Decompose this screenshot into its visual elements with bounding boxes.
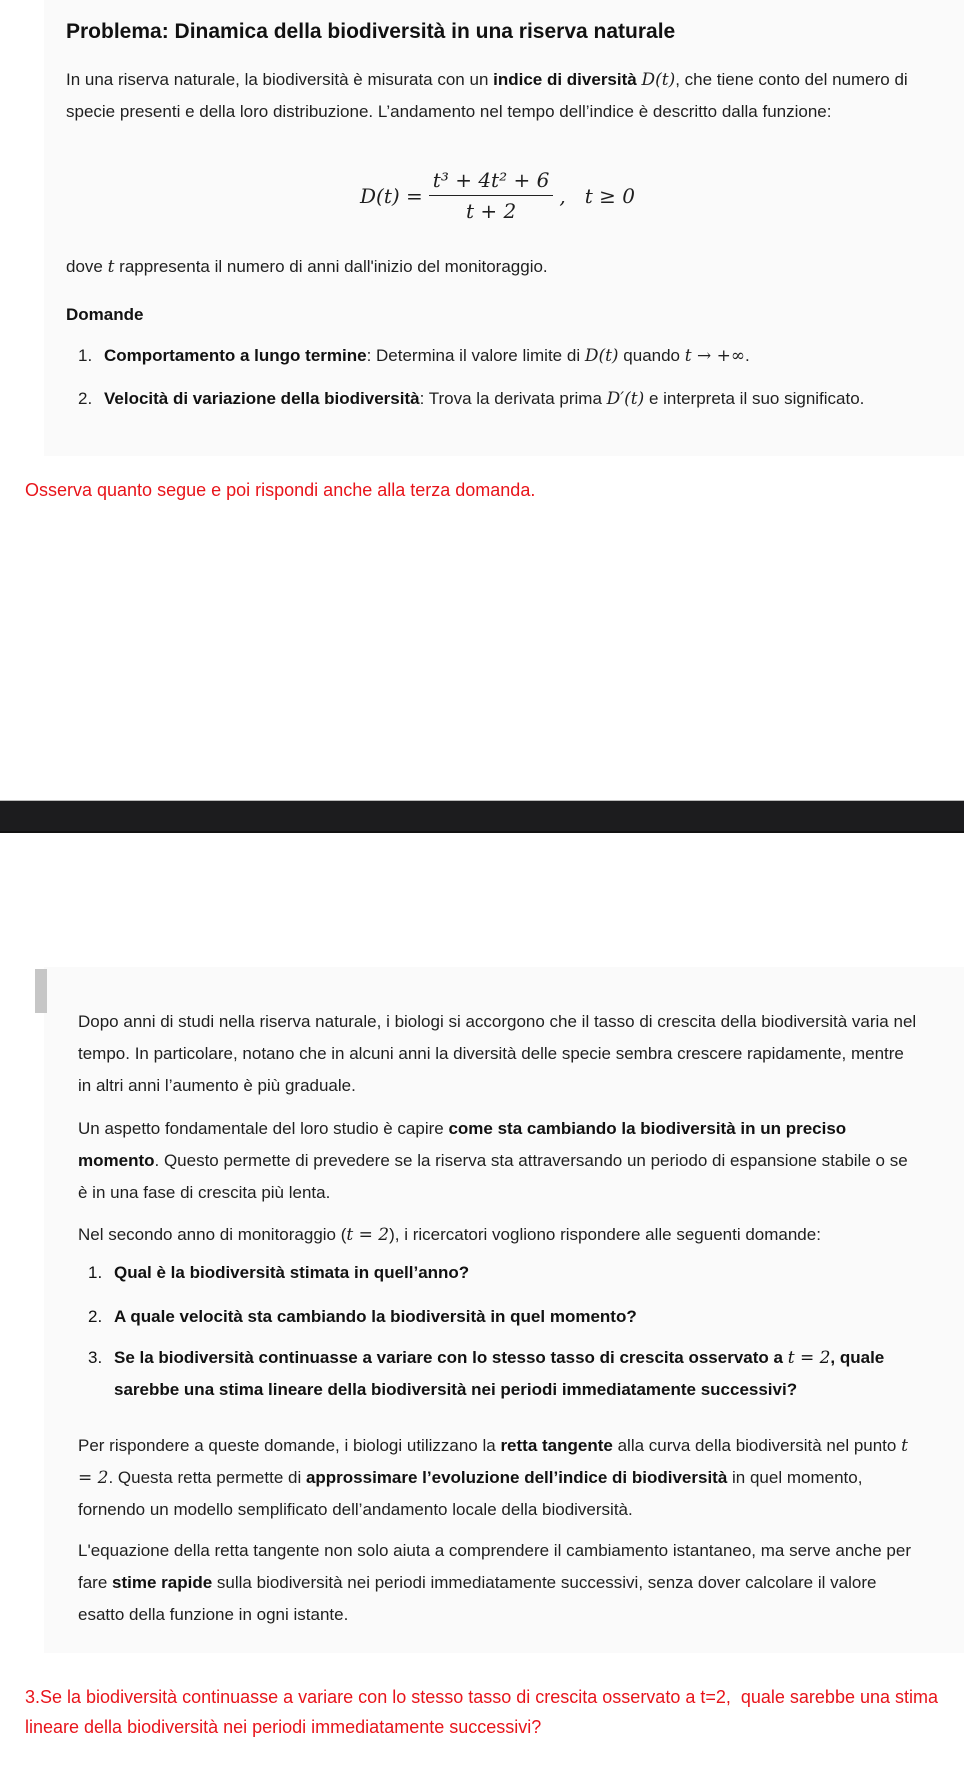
- question-text: Se la biodiversità continuasse a variare con lo stesso tasso di crescita osservato a: [114, 1348, 788, 1367]
- questions-heading: Domande: [66, 305, 144, 324]
- item-number: 2.: [88, 1307, 103, 1326]
- dove-text-2: rappresenta il numero di anni dall'inizio del monitoraggio.: [114, 257, 548, 276]
- text: ), i ricercatori vogliono rispondere alle seguenti domande:: [389, 1225, 821, 1244]
- math: t = 2: [787, 1348, 831, 1368]
- final-question-red: 3.Se la biodiversità continuasse a variare con lo stesso tasso di crescita osservato a t=2, quale sarebbe una stima lineare della biodiversità nei periodi immediatamente successivi?: [25, 1687, 944, 1737]
- context-paragraph-5: [78, 1535, 918, 1631]
- formula-lhs: D(t) =: [360, 183, 423, 208]
- formula-condition: , t ≥ 0: [559, 183, 635, 208]
- text: . Questo permette di prevedere se la riserva sta attraversando un periodo di espansione stabile o se è in una fase di crescita più lenta.: [78, 1151, 908, 1202]
- formula: [360, 168, 635, 223]
- context-paragraph-2: [78, 1113, 918, 1209]
- dove-text: dove: [66, 257, 108, 276]
- question-text: : Trova la derivata prima: [419, 389, 607, 408]
- question-math: D′(t): [606, 389, 645, 409]
- context-question-2: [88, 1301, 637, 1333]
- question-item-2: [78, 383, 894, 415]
- formula-fraction: [429, 168, 554, 223]
- dove-math: t: [107, 257, 115, 277]
- dove-paragraph: [66, 251, 936, 283]
- bold-text: come sta cambiando la biodiversità in un preciso momento: [78, 1119, 847, 1170]
- text: Per rispondere a queste domande, i biologi utilizzano la: [78, 1436, 501, 1455]
- item-number: 1.: [78, 346, 93, 365]
- intro-text-2: , che tiene conto del numero di specie presenti e della loro distribuzione. L’andamento nel tempo dell’indice è descritto dalla funzione:: [66, 70, 908, 121]
- question-text-2: quando: [618, 346, 685, 365]
- text: Un aspetto fondamentale del loro studio è capire: [78, 1119, 449, 1138]
- question-text: : Determina il valore limite di: [366, 346, 585, 365]
- formula-numerator: t³ + 4t² + 6: [429, 168, 554, 196]
- question-item-1: [78, 340, 938, 372]
- question-text: , quale sarebbe una stima lineare della biodiversità nei periodi immediatamente successivi?: [114, 1348, 885, 1399]
- question-bold: Comportamento a lungo termine: [104, 346, 367, 365]
- context-paragraph-3: [78, 1219, 938, 1251]
- context-question-1: [88, 1257, 469, 1289]
- intro-paragraph: [66, 64, 936, 128]
- bold-text: approssimare l’evoluzione dell’indice di biodiversità: [305, 1468, 728, 1487]
- question-text: Qual è la biodiversità stimata in quell’anno?: [114, 1263, 470, 1282]
- intro-bold: indice di diversità: [493, 70, 637, 89]
- bold-text: retta tangente: [500, 1436, 613, 1455]
- question-text: A quale velocità sta cambiando la biodiversità in quel momento?: [114, 1307, 637, 1326]
- context-paragraph-4: [78, 1430, 918, 1526]
- context-paragraph-1: Dopo anni di studi nella riserva naturale, i biologi si accorgono che il tasso di crescita della biodiversità varia nel tempo. In particolare, notano che in alcuni anni la diversità delle specie sembra crescere rapidamente, mentre in altri anni l’aumento è più graduale.: [78, 1012, 917, 1095]
- question-text-2: e interpreta il suo significato.: [644, 389, 865, 408]
- item-number: 1.: [88, 1263, 103, 1282]
- question-bold: Velocità di variazione della biodiversità: [104, 389, 420, 408]
- problem-title: Problema: Dinamica della biodiversità in una riserva naturale: [66, 20, 676, 43]
- text: alla curva della biodiversità nel punto: [612, 1436, 902, 1455]
- item-number: 2.: [78, 389, 93, 408]
- text: sulla biodiversità nei periodi immediatamente successivi, senza dover calcolare il valore esatto della funzione in ogni istante.: [78, 1573, 877, 1624]
- text: in quel momento, fornendo un modello semplificato dell’andamento locale della biodiversità.: [78, 1468, 863, 1519]
- question-math: D(t): [584, 346, 619, 366]
- formula-denominator: t + 2: [465, 199, 517, 223]
- context-question-3: [88, 1342, 914, 1406]
- text: Nel secondo anno di monitoraggio (: [78, 1225, 347, 1244]
- question-text-3: .: [745, 346, 750, 365]
- question-math-2: t → +∞: [684, 346, 746, 366]
- text: . Questa retta permette di: [108, 1468, 306, 1487]
- text: L'equazione della retta tangente non solo aiuta a comprendere il cambiamento istantaneo, ma serve anche per fare: [78, 1541, 911, 1592]
- bold-text: stime rapide: [112, 1573, 213, 1592]
- instruction-red: Osserva quanto segue e poi rispondi anche alla terza domanda.: [25, 480, 536, 500]
- quote-bar: [35, 969, 47, 1013]
- intro-math: D(t): [641, 70, 676, 90]
- math: t = 2: [78, 1436, 908, 1488]
- dark-divider-bar: [0, 800, 964, 833]
- intro-text: In una riserva naturale, la biodiversità è misurata con un: [66, 70, 494, 89]
- item-number: 3.: [88, 1348, 103, 1367]
- math: t = 2: [346, 1225, 390, 1245]
